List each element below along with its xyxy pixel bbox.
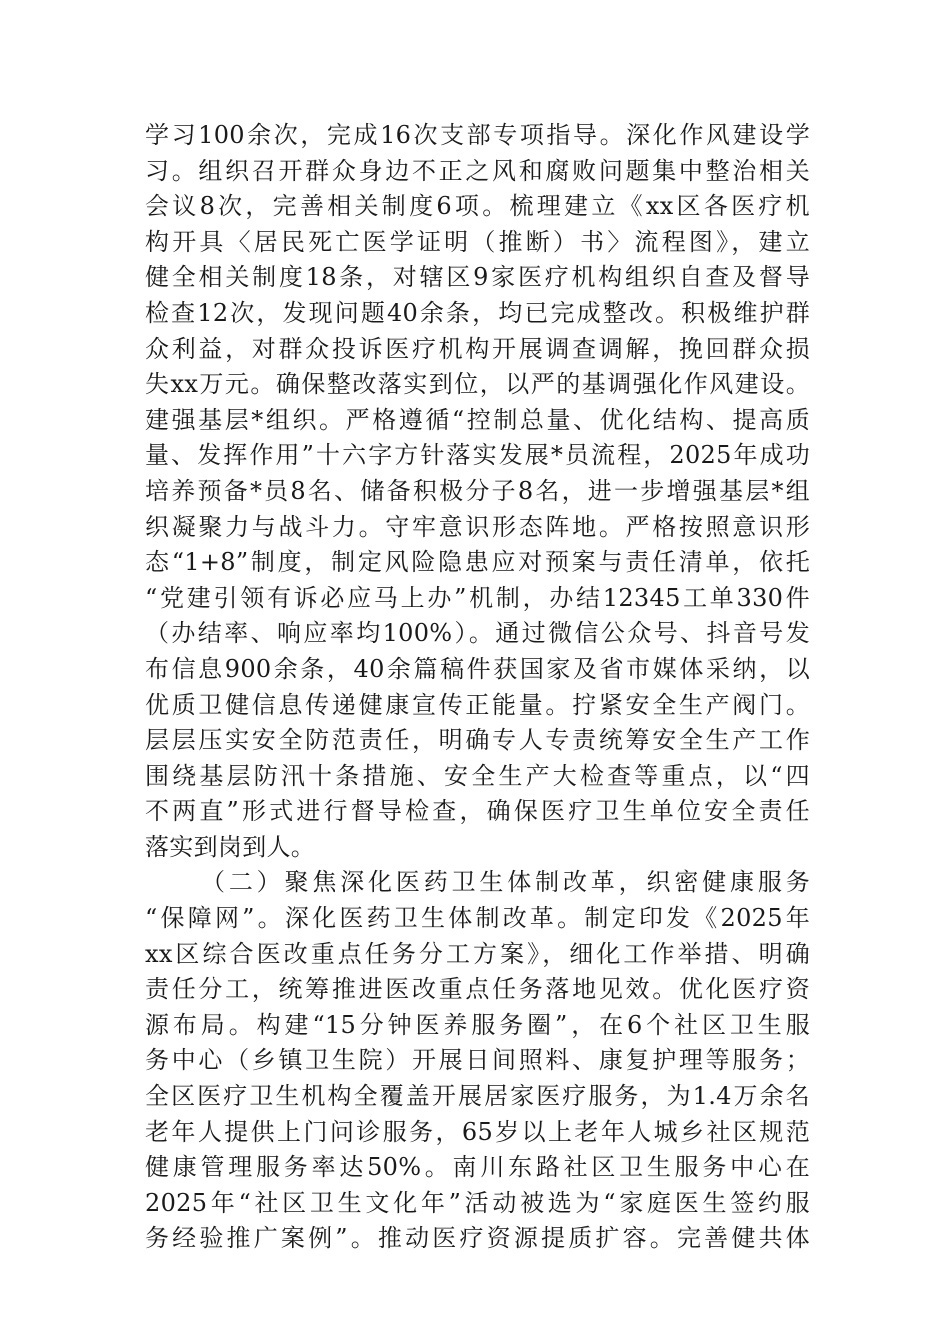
- text-line: 建强基层*组织。严格遵循“控制总量、优化结构、提高质: [145, 405, 810, 434]
- text-line: 2025年“社区卫生文化年”活动被选为“家庭医生签约服: [145, 1188, 810, 1217]
- text-line: 构开具〈居民死亡医学证明（推断）书〉流程图》，建立: [145, 227, 810, 256]
- text-line: 老年人提供上门问诊服务，65岁以上老年人城乡社区规范: [145, 1117, 810, 1146]
- text-line: 全区医疗卫生机构全覆盖开展居家医疗服务，为1.4万余名: [145, 1082, 810, 1111]
- text-line: 检查12次，发现问题40余条，均已完成整改。积极维护群: [145, 298, 810, 327]
- text-line: 习。组织召开群众身边不正之风和腐败问题集中整治相关: [145, 156, 810, 185]
- text-line: 落实到岗到人。: [145, 832, 316, 861]
- text-line: 学习100余次，完成16次支部专项指导。深化作风建设学: [145, 121, 810, 149]
- text-line: 源布局。构建“15分钟医养服务圈”，在6个社区卫生服: [145, 1010, 810, 1039]
- text-line: 优质卫健信息传递健康宣传正能量。拧紧安全生产阀门。: [145, 690, 810, 719]
- text-line: 织凝聚力与战斗力。守牢意识形态阵地。严格按照意识形: [145, 512, 810, 541]
- text-line: 众利益，对群众投诉医疗机构开展调查调解，挽回群众损: [145, 334, 810, 363]
- text-line: 层层压实安全防范责任，明确专人专责统筹安全生产工作: [145, 726, 810, 755]
- text-line: 围绕基层防汛十条措施、安全生产大检查等重点，以“四: [145, 761, 810, 790]
- text-line: 务经验推广案例”。推动医疗资源提质扩容。完善健共体: [145, 1224, 810, 1253]
- text-line: 态“1+8”制度，制定风险隐患应对预案与责任清单，依托: [145, 548, 810, 577]
- text-line: 失xx万元。确保整改落实到位，以严的基调强化作风建设。: [145, 370, 810, 399]
- text-line: （办结率、响应率均100%）。通过微信公众号、抖音号发: [145, 619, 810, 648]
- text-line: “党建引领有诉必应马上办”机制，办结12345工单330件: [145, 583, 810, 612]
- text-line: “保障网”。深化医药卫生体制改革。制定印发《2025年: [145, 904, 810, 933]
- text-line: 健全相关制度18条，对辖区9家医疗机构组织自查及督导: [145, 263, 810, 292]
- text-line: 责任分工，统筹推进医改重点任务落地见效。优化医疗资: [145, 975, 810, 1004]
- text-line: 培养预备*员8名、储备积极分子8名，进一步增强基层*组: [145, 476, 810, 505]
- text-line: 健康管理服务率达50%。南川东路社区卫生服务中心在: [145, 1153, 810, 1182]
- section-heading-line: （二）聚焦深化医药卫生体制改革，织密健康服务: [201, 868, 810, 897]
- text-line: 不两直”形式进行督导检查，确保医疗卫生单位安全责任: [145, 797, 810, 826]
- text-line: 布信息900余条，40余篇稿件获国家及省市媒体采纳，以: [145, 654, 810, 683]
- text-line: 量、发挥作用”十六字方针落实发展*员流程，2025年成功: [145, 441, 810, 470]
- text-line: xx区综合医改重点任务分工方案》，细化工作举措、明确: [145, 939, 810, 968]
- text-line: 会议8次，完善相关制度6项。梳理建立《xx区各医疗机: [145, 192, 810, 221]
- body-text: [145, 118, 810, 1257]
- text-line: 务中心（乡镇卫生院）开展日间照料、康复护理等服务；: [145, 1046, 810, 1075]
